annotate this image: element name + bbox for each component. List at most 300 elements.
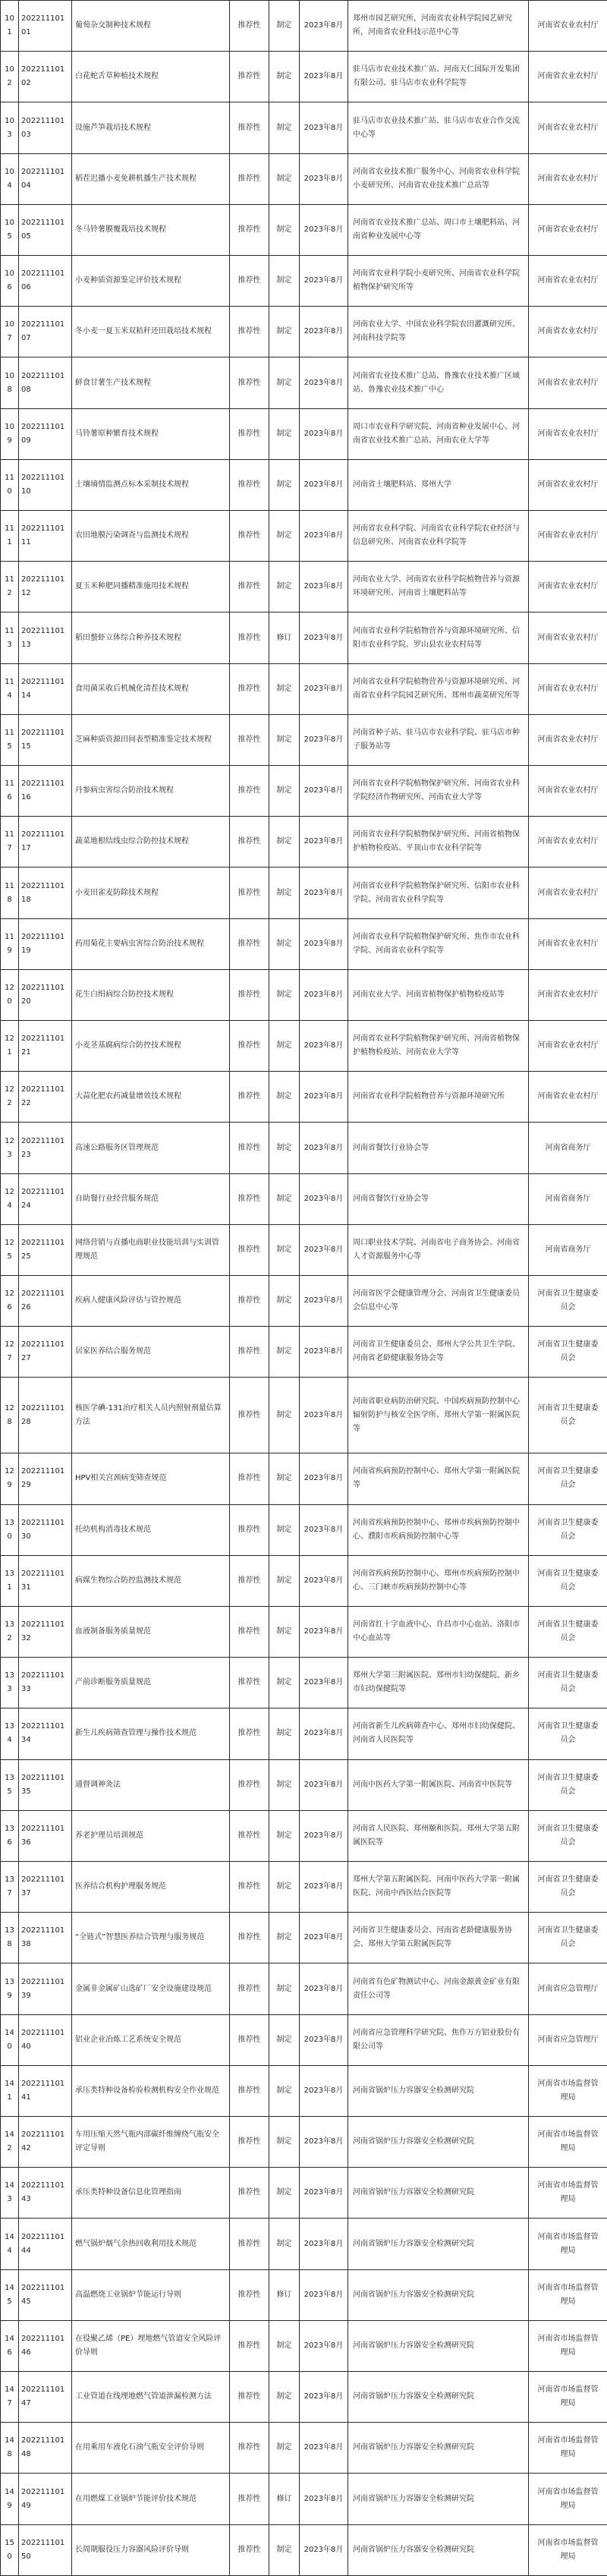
plan-number: 20221110120 xyxy=(19,969,72,1020)
table-row xyxy=(1,459,607,510)
standard-name: 金属非金属矿山选矿厂安全设施建设规范 xyxy=(72,1963,230,2014)
row-sequence-number: 137 xyxy=(1,1862,19,1913)
standard-name: 小麦田雀麦防除技术规程 xyxy=(72,868,230,918)
standards-table-body xyxy=(1,1,607,2576)
drafting-units: 驻马店市农业技术推广站、驻马店市农业合作交流中心等 xyxy=(348,102,529,153)
plan-number: 20221110111 xyxy=(19,511,72,562)
standard-nature: 推荐性 xyxy=(230,868,269,918)
competent-department: 河南省市场监督管理局 xyxy=(529,2474,607,2524)
row-sequence-number: 136 xyxy=(1,1810,19,1861)
table-row xyxy=(1,1276,607,1327)
revision-type: 修订 xyxy=(269,2269,300,2320)
table-row xyxy=(1,1173,607,1224)
completion-date: 2023年8月 xyxy=(300,663,348,714)
row-sequence-number: 141 xyxy=(1,2065,19,2116)
standard-nature: 推荐性 xyxy=(230,1913,269,1963)
drafting-units: 河南省农业科学院植物保护研究所、河南省植物保护植物检疫站、平顶山市农业科学院等 xyxy=(348,817,529,868)
completion-date: 2023年8月 xyxy=(300,1555,348,1606)
plan-number: 20221110134 xyxy=(19,1708,72,1759)
revision-type: 制定 xyxy=(269,2423,300,2474)
standard-name: 产前诊断服务质量规范 xyxy=(72,1658,230,1708)
row-sequence-number: 114 xyxy=(1,663,19,714)
revision-type: 制定 xyxy=(269,204,300,255)
plan-number: 20221110132 xyxy=(19,1606,72,1657)
revision-type: 制定 xyxy=(269,1504,300,1555)
row-sequence-number: 112 xyxy=(1,562,19,613)
plan-number: 20221110145 xyxy=(19,2269,72,2320)
revision-type: 制定 xyxy=(269,1453,300,1504)
drafting-units: 河南省农业技术推广总站、周口市土壤肥料站、河南省种业发展中心等 xyxy=(348,204,529,255)
competent-department: 河南省卫生健康委员会 xyxy=(529,1708,607,1759)
revision-type: 制定 xyxy=(269,766,300,817)
table-row xyxy=(1,357,607,408)
drafting-units: 河南省锅炉压力容器安全检测研究院 xyxy=(348,2524,529,2575)
standard-nature: 推荐性 xyxy=(230,1224,269,1275)
plan-number: 20221110114 xyxy=(19,663,72,714)
revision-type: 制定 xyxy=(269,102,300,153)
competent-department: 河南省卫生健康委员会 xyxy=(529,1453,607,1504)
standard-name: 马铃薯原种繁育技术规程 xyxy=(72,408,230,459)
revision-type: 制定 xyxy=(269,459,300,510)
standard-nature: 推荐性 xyxy=(230,1658,269,1708)
revision-type: 制定 xyxy=(269,663,300,714)
standard-name: 稻田螯虾立体综合种养技术规程 xyxy=(72,613,230,663)
plan-number: 20221110112 xyxy=(19,562,72,613)
standard-nature: 推荐性 xyxy=(230,52,269,102)
revision-type: 制定 xyxy=(269,2117,300,2168)
standard-nature: 推荐性 xyxy=(230,613,269,663)
standard-nature: 推荐性 xyxy=(230,153,269,204)
plan-number: 20221110127 xyxy=(19,1327,72,1378)
row-sequence-number: 132 xyxy=(1,1606,19,1657)
plan-number: 20221110102 xyxy=(19,52,72,102)
drafting-units: 河南省锅炉压力容器安全检测研究院 xyxy=(348,2219,529,2269)
standard-name: 小麦种质资源鉴定评价技术规程 xyxy=(72,256,230,307)
completion-date: 2023年8月 xyxy=(300,2117,348,2168)
row-sequence-number: 108 xyxy=(1,357,19,408)
table-row xyxy=(1,817,607,868)
drafting-units: 河南省农业科学院植物保护研究所、焦作市农业科学院、河南省农业科学院等 xyxy=(348,918,529,969)
completion-date: 2023年8月 xyxy=(300,357,348,408)
standard-name: 工业管道在线埋地燃气管道泄漏检测方法 xyxy=(72,2372,230,2423)
completion-date: 2023年8月 xyxy=(300,868,348,918)
standard-name: 葡萄杂交制种技术规程 xyxy=(72,1,230,52)
drafting-units: 周口职业技术学院、河南省电子商务协会、河南省人才资源服务中心等 xyxy=(348,1224,529,1275)
plan-number: 20221110109 xyxy=(19,408,72,459)
standard-nature: 推荐性 xyxy=(230,204,269,255)
revision-type: 制定 xyxy=(269,2065,300,2116)
table-row xyxy=(1,1606,607,1657)
completion-date: 2023年8月 xyxy=(300,408,348,459)
table-row xyxy=(1,1913,607,1963)
standard-name: 养老护理员培训规范 xyxy=(72,1810,230,1861)
standard-name: 农田地膜污染调查与监测技术规程 xyxy=(72,511,230,562)
table-row xyxy=(1,1862,607,1913)
standard-nature: 推荐性 xyxy=(230,2065,269,2116)
standard-name: 冬马铃薯膜覆栽培技术规程 xyxy=(72,204,230,255)
revision-type: 制定 xyxy=(269,2168,300,2219)
plan-number: 20221110142 xyxy=(19,2117,72,2168)
drafting-units: 郑州大学第五附属医院、河南中医药大学第一附属医院、河南中西医结合医院等 xyxy=(348,1862,529,1913)
standard-nature: 推荐性 xyxy=(230,1123,269,1173)
standard-name: 设施芦笋栽培技术规程 xyxy=(72,102,230,153)
competent-department: 河南省农业农村厅 xyxy=(529,1072,607,1123)
table-row xyxy=(1,714,607,765)
completion-date: 2023年8月 xyxy=(300,2219,348,2269)
plan-number: 20221110144 xyxy=(19,2219,72,2269)
drafting-units: 河南省疾病预防控制中心、郑州大学第一附属医院等 xyxy=(348,1453,529,1504)
row-sequence-number: 120 xyxy=(1,969,19,1020)
row-sequence-number: 124 xyxy=(1,1173,19,1224)
table-row xyxy=(1,2269,607,2320)
plan-number: 20221110143 xyxy=(19,2168,72,2219)
standard-nature: 推荐性 xyxy=(230,2524,269,2575)
row-sequence-number: 104 xyxy=(1,153,19,204)
drafting-units: 河南省有色矿物测试中心、河南金源黄金矿业有限责任公司等 xyxy=(348,1963,529,2014)
plan-number: 20221110104 xyxy=(19,153,72,204)
drafting-units: 河南省农业科学院植物营养与资源环境研究所、信阳市农业科学院、罗山县农业农村局等 xyxy=(348,613,529,663)
standard-nature: 推荐性 xyxy=(230,1,269,52)
table-row xyxy=(1,1555,607,1606)
revision-type: 制定 xyxy=(269,918,300,969)
row-sequence-number: 142 xyxy=(1,2117,19,2168)
completion-date: 2023年8月 xyxy=(300,1810,348,1861)
standard-name: 芝麻种质资源田间表型精准鉴定技术规程 xyxy=(72,714,230,765)
revision-type: 制定 xyxy=(269,1963,300,2014)
completion-date: 2023年8月 xyxy=(300,153,348,204)
row-sequence-number: 143 xyxy=(1,2168,19,2219)
table-row xyxy=(1,766,607,817)
drafting-units: 河南省农业技术推广总站、鲁豫农业技术推广区域站、鲁豫农业技术推广中心 xyxy=(348,357,529,408)
drafting-units: 河南农业大学、河南省农业科学院植物营养与资源环境研究所、河南省土壤肥料站等 xyxy=(348,562,529,613)
drafting-units: 河南省锅炉压力容器安全检测研究院 xyxy=(348,2474,529,2524)
table-row xyxy=(1,1658,607,1708)
row-sequence-number: 139 xyxy=(1,1963,19,2014)
row-sequence-number: 106 xyxy=(1,256,19,307)
standard-nature: 推荐性 xyxy=(230,766,269,817)
standard-name: 血液制备服务质量规范 xyxy=(72,1606,230,1657)
drafting-units: 河南省红十字血液中心、许昌市中心血站、洛阳市中心血站等 xyxy=(348,1606,529,1657)
completion-date: 2023年8月 xyxy=(300,1658,348,1708)
completion-date: 2023年8月 xyxy=(300,562,348,613)
row-sequence-number: 101 xyxy=(1,1,19,52)
table-row xyxy=(1,868,607,918)
row-sequence-number: 140 xyxy=(1,2014,19,2065)
revision-type: 制定 xyxy=(269,1862,300,1913)
revision-type: 制定 xyxy=(269,868,300,918)
standard-name: 白花蛇舌草种植技术规程 xyxy=(72,52,230,102)
drafting-units: 河南省新生儿疾病筛查中心、郑州市妇幼保健院、河南省人民医院等 xyxy=(348,1708,529,1759)
competent-department: 河南省卫生健康委员会 xyxy=(529,1913,607,1963)
row-sequence-number: 116 xyxy=(1,766,19,817)
table-row xyxy=(1,1708,607,1759)
standard-name: 车用压缩天然气瓶内部碳纤维缠绕气瓶安全评定导则 xyxy=(72,2117,230,2168)
competent-department: 河南省农业农村厅 xyxy=(529,868,607,918)
completion-date: 2023年8月 xyxy=(300,52,348,102)
standard-name: 高温燃烧工业锅炉节能运行导则 xyxy=(72,2269,230,2320)
standard-nature: 推荐性 xyxy=(230,256,269,307)
plan-number: 20221110105 xyxy=(19,204,72,255)
plan-number: 20221110139 xyxy=(19,1963,72,2014)
competent-department: 河南省农业农村厅 xyxy=(529,408,607,459)
standard-nature: 推荐性 xyxy=(230,1810,269,1861)
drafting-units: 河南省农业科学院植物保护研究所、河南省农业科学院经济作物研究所、河南农业大学等 xyxy=(348,766,529,817)
standard-nature: 推荐性 xyxy=(230,562,269,613)
table-row xyxy=(1,511,607,562)
table-row xyxy=(1,1810,607,1861)
plan-number: 20221110117 xyxy=(19,817,72,868)
standard-nature: 推荐性 xyxy=(230,1606,269,1657)
standard-nature: 推荐性 xyxy=(230,1021,269,1072)
row-sequence-number: 129 xyxy=(1,1453,19,1504)
standard-nature: 推荐性 xyxy=(230,918,269,969)
standard-name: 燃气锅炉烟气余热回收利用技术规范 xyxy=(72,2219,230,2269)
plan-number: 20221110122 xyxy=(19,1072,72,1123)
row-sequence-number: 148 xyxy=(1,2423,19,2474)
revision-type: 制定 xyxy=(269,1913,300,1963)
table-row xyxy=(1,1327,607,1378)
revision-type: 制定 xyxy=(269,2219,300,2269)
plan-number: 20221110119 xyxy=(19,918,72,969)
completion-date: 2023年8月 xyxy=(300,969,348,1020)
drafting-units: 河南省农业科学院植物营养与资源环境研究所、河南省农业科学院园艺研究所、郑州市蔬菜研究所等 xyxy=(348,663,529,714)
competent-department: 河南省商务厅 xyxy=(529,1173,607,1224)
drafting-units: 郑州市园艺研究所，河南省农业科学院园艺研究所，河南省农业科技示范中心等 xyxy=(348,1,529,52)
drafting-units: 河南省卫生健康委员会、河南省老龄健康服务协会、郑州大学第五附属医院等 xyxy=(348,1913,529,1963)
competent-department: 河南省农业农村厅 xyxy=(529,613,607,663)
competent-department: 河南省农业农村厅 xyxy=(529,307,607,357)
plan-number: 20221110138 xyxy=(19,1913,72,1963)
competent-department: 河南省卫生健康委员会 xyxy=(529,1378,607,1453)
table-row xyxy=(1,1759,607,1810)
competent-department: 河南省农业农村厅 xyxy=(529,511,607,562)
competent-department: 河南省农业农村厅 xyxy=(529,562,607,613)
plan-number: 20221110133 xyxy=(19,1658,72,1708)
revision-type: 制定 xyxy=(269,1224,300,1275)
plan-number: 20221110149 xyxy=(19,2474,72,2524)
competent-department: 河南省卫生健康委员会 xyxy=(529,1810,607,1861)
completion-date: 2023年8月 xyxy=(300,102,348,153)
drafting-units: 河南省锅炉压力容器安全检测研究院 xyxy=(348,2423,529,2474)
standard-nature: 推荐性 xyxy=(230,2014,269,2065)
completion-date: 2023年8月 xyxy=(300,766,348,817)
standard-nature: 推荐性 xyxy=(230,969,269,1020)
standard-name: 蔬菜地根结线虫综合防控技术规程 xyxy=(72,817,230,868)
completion-date: 2023年8月 xyxy=(300,1759,348,1810)
table-row xyxy=(1,2474,607,2524)
completion-date: 2023年8月 xyxy=(300,2168,348,2219)
completion-date: 2023年8月 xyxy=(300,459,348,510)
standard-name: 小麦茎基腐病综合防控技术规程 xyxy=(72,1021,230,1072)
revision-type: 制定 xyxy=(269,1072,300,1123)
table-row xyxy=(1,1963,607,2014)
drafting-units: 河南省职业病防治研究院、中国疾病预防控制中心辐射防护与核安全医学所、郑州大学第一附属医院等 xyxy=(348,1378,529,1453)
plan-number: 20221110131 xyxy=(19,1555,72,1606)
standard-nature: 推荐性 xyxy=(230,2320,269,2371)
row-sequence-number: 109 xyxy=(1,408,19,459)
row-sequence-number: 123 xyxy=(1,1123,19,1173)
standard-nature: 推荐性 xyxy=(230,1708,269,1759)
plan-number: 20221110148 xyxy=(19,2423,72,2474)
completion-date: 2023年8月 xyxy=(300,1504,348,1555)
table-row xyxy=(1,1123,607,1173)
standard-nature: 推荐性 xyxy=(230,459,269,510)
completion-date: 2023年8月 xyxy=(300,511,348,562)
table-row xyxy=(1,204,607,255)
row-sequence-number: 149 xyxy=(1,2474,19,2524)
competent-department: 河南省农业农村厅 xyxy=(529,766,607,817)
row-sequence-number: 102 xyxy=(1,52,19,102)
row-sequence-number: 138 xyxy=(1,1913,19,1963)
table-row xyxy=(1,153,607,204)
row-sequence-number: 133 xyxy=(1,1658,19,1708)
plan-number: 20221110135 xyxy=(19,1759,72,1810)
competent-department: 河南省农业农村厅 xyxy=(529,714,607,765)
table-row xyxy=(1,2014,607,2065)
standard-name: 花生白绢病综合防控技术规程 xyxy=(72,969,230,1020)
standard-nature: 推荐性 xyxy=(230,2117,269,2168)
table-row xyxy=(1,562,607,613)
row-sequence-number: 145 xyxy=(1,2269,19,2320)
completion-date: 2023年8月 xyxy=(300,2372,348,2423)
standard-nature: 推荐性 xyxy=(230,1555,269,1606)
drafting-units: 河南省锅炉压力容器安全检测研究院 xyxy=(348,2269,529,2320)
standard-name: 在役聚乙烯（PE）埋地燃气管道安全风险评价导则 xyxy=(72,2320,230,2371)
completion-date: 2023年8月 xyxy=(300,1072,348,1123)
revision-type: 制定 xyxy=(269,256,300,307)
standard-nature: 推荐性 xyxy=(230,714,269,765)
table-row xyxy=(1,1504,607,1555)
drafting-units: 河南省农业科学院植物保护研究所、河南省植物保护植物检疫站、河南农业大学等 xyxy=(348,1021,529,1072)
drafting-units: 河南省餐饮行业协会等 xyxy=(348,1123,529,1173)
standard-name: “全链式”智慧医养结合管理与服务规范 xyxy=(72,1913,230,1963)
revision-type: 制定 xyxy=(269,1173,300,1224)
revision-type: 制定 xyxy=(269,1123,300,1173)
competent-department: 河南省卫生健康委员会 xyxy=(529,1862,607,1913)
competent-department: 河南省农业农村厅 xyxy=(529,459,607,510)
drafting-units: 河南省锅炉压力容器安全检测研究院 xyxy=(348,2065,529,2116)
plan-number: 20221110121 xyxy=(19,1021,72,1072)
drafting-units: 河南省农业技术推广服务中心、河南省农业科学院小麦研究所、河南省农业技术推广总站等 xyxy=(348,153,529,204)
completion-date: 2023年8月 xyxy=(300,1021,348,1072)
row-sequence-number: 127 xyxy=(1,1327,19,1378)
plan-number: 20221110123 xyxy=(19,1123,72,1173)
standard-name: 铝业企业冶炼工艺系统安全规范 xyxy=(72,2014,230,2065)
row-sequence-number: 135 xyxy=(1,1759,19,1810)
revision-type: 制定 xyxy=(269,1606,300,1657)
standard-nature: 推荐性 xyxy=(230,357,269,408)
standard-name: 网络营销与直播电商职业技能培训与实训管理规范 xyxy=(72,1224,230,1275)
row-sequence-number: 107 xyxy=(1,307,19,357)
row-sequence-number: 117 xyxy=(1,817,19,868)
standard-name: 通督调神灸法 xyxy=(72,1759,230,1810)
drafting-units: 河南省锅炉压力容器安全检测研究院 xyxy=(348,2320,529,2371)
table-row xyxy=(1,663,607,714)
plan-number: 20221110129 xyxy=(19,1453,72,1504)
row-sequence-number: 147 xyxy=(1,2372,19,2423)
completion-date: 2023年8月 xyxy=(300,256,348,307)
standard-nature: 推荐性 xyxy=(230,1504,269,1555)
revision-type: 制定 xyxy=(269,2320,300,2371)
plan-number: 20221110115 xyxy=(19,714,72,765)
standard-name: 居家医养结合服务规范 xyxy=(72,1327,230,1378)
completion-date: 2023年8月 xyxy=(300,204,348,255)
standard-name: 大蒜化肥农药减量增效技术规程 xyxy=(72,1072,230,1123)
table-row xyxy=(1,2524,607,2575)
revision-type: 制定 xyxy=(269,2014,300,2065)
completion-date: 2023年8月 xyxy=(300,1862,348,1913)
competent-department: 河南省市场监督管理局 xyxy=(529,2372,607,2423)
completion-date: 2023年8月 xyxy=(300,2014,348,2065)
row-sequence-number: 128 xyxy=(1,1378,19,1453)
standard-nature: 推荐性 xyxy=(230,663,269,714)
standard-nature: 推荐性 xyxy=(230,1378,269,1453)
revision-type: 制定 xyxy=(269,714,300,765)
plan-number: 20221110126 xyxy=(19,1276,72,1327)
drafting-units: 河南省农业科学院植物营养与资源环境研究所 xyxy=(348,1072,529,1123)
drafting-units: 河南省农业科学院小麦研究所、河南省农业科学院植物保护研究所等 xyxy=(348,256,529,307)
plan-number: 20221110113 xyxy=(19,613,72,663)
standard-name: 丹参病虫害综合防治技术规程 xyxy=(72,766,230,817)
drafting-units: 河南中医药大学第一附属医院、河南省中医院等 xyxy=(348,1759,529,1810)
completion-date: 2023年8月 xyxy=(300,817,348,868)
row-sequence-number: 119 xyxy=(1,918,19,969)
standard-nature: 推荐性 xyxy=(230,1327,269,1378)
table-row xyxy=(1,1224,607,1275)
standard-nature: 推荐性 xyxy=(230,2372,269,2423)
row-sequence-number: 126 xyxy=(1,1276,19,1327)
revision-type: 制定 xyxy=(269,52,300,102)
competent-department: 河南省商务厅 xyxy=(529,1123,607,1173)
table-row xyxy=(1,613,607,663)
completion-date: 2023年8月 xyxy=(300,613,348,663)
competent-department: 河南省应急管理厅 xyxy=(529,1963,607,2014)
drafting-units: 河南省农业科学院植物保护研究所、信阳市农业科学院、河南省农业科学院等 xyxy=(348,868,529,918)
standard-name: 高速公路服务区管理规范 xyxy=(72,1123,230,1173)
table-row xyxy=(1,2372,607,2423)
competent-department: 河南省市场监督管理局 xyxy=(529,2269,607,2320)
completion-date: 2023年8月 xyxy=(300,1123,348,1173)
competent-department: 河南省市场监督管理局 xyxy=(529,2168,607,2219)
drafting-units: 河南省种子站、驻马店市农业科学院、驻马店市种子服务站等 xyxy=(348,714,529,765)
completion-date: 2023年8月 xyxy=(300,714,348,765)
standard-name: 稻茬迟播小麦免耕机播生产技术规程 xyxy=(72,153,230,204)
standard-name: 土壤墒情监测点标本采制技术规程 xyxy=(72,459,230,510)
table-row xyxy=(1,2423,607,2474)
plan-number: 20221110130 xyxy=(19,1504,72,1555)
table-row xyxy=(1,969,607,1020)
completion-date: 2023年8月 xyxy=(300,2320,348,2371)
competent-department: 河南省商务厅 xyxy=(529,1224,607,1275)
completion-date: 2023年8月 xyxy=(300,1276,348,1327)
competent-department: 河南省农业农村厅 xyxy=(529,1,607,52)
standard-nature: 推荐性 xyxy=(230,102,269,153)
competent-department: 河南省卫生健康委员会 xyxy=(529,1658,607,1708)
revision-type: 制定 xyxy=(269,2372,300,2423)
standard-name: 鲜食甘薯生产技术规程 xyxy=(72,357,230,408)
drafting-units: 河南农业大学、中国农业科学院农田灌溉研究所、河南科技学院等 xyxy=(348,307,529,357)
row-sequence-number: 146 xyxy=(1,2320,19,2371)
row-sequence-number: 130 xyxy=(1,1504,19,1555)
standard-name: 承压类特种设备检验检测机构安全作业规范 xyxy=(72,2065,230,2116)
drafting-units: 郑州大学第三附属医院、郑州市妇幼保健院、新乡市妇幼保健院等 xyxy=(348,1658,529,1708)
standard-nature: 推荐性 xyxy=(230,2474,269,2524)
drafting-units: 河南省农业科学院、河南省农业科学院农业经济与信息研究所、河南省农业科学院等 xyxy=(348,511,529,562)
competent-department: 河南省卫生健康委员会 xyxy=(529,1759,607,1810)
revision-type: 制定 xyxy=(269,1276,300,1327)
standard-name: 夏玉米种肥同播精准施用技术规程 xyxy=(72,562,230,613)
row-sequence-number: 118 xyxy=(1,868,19,918)
